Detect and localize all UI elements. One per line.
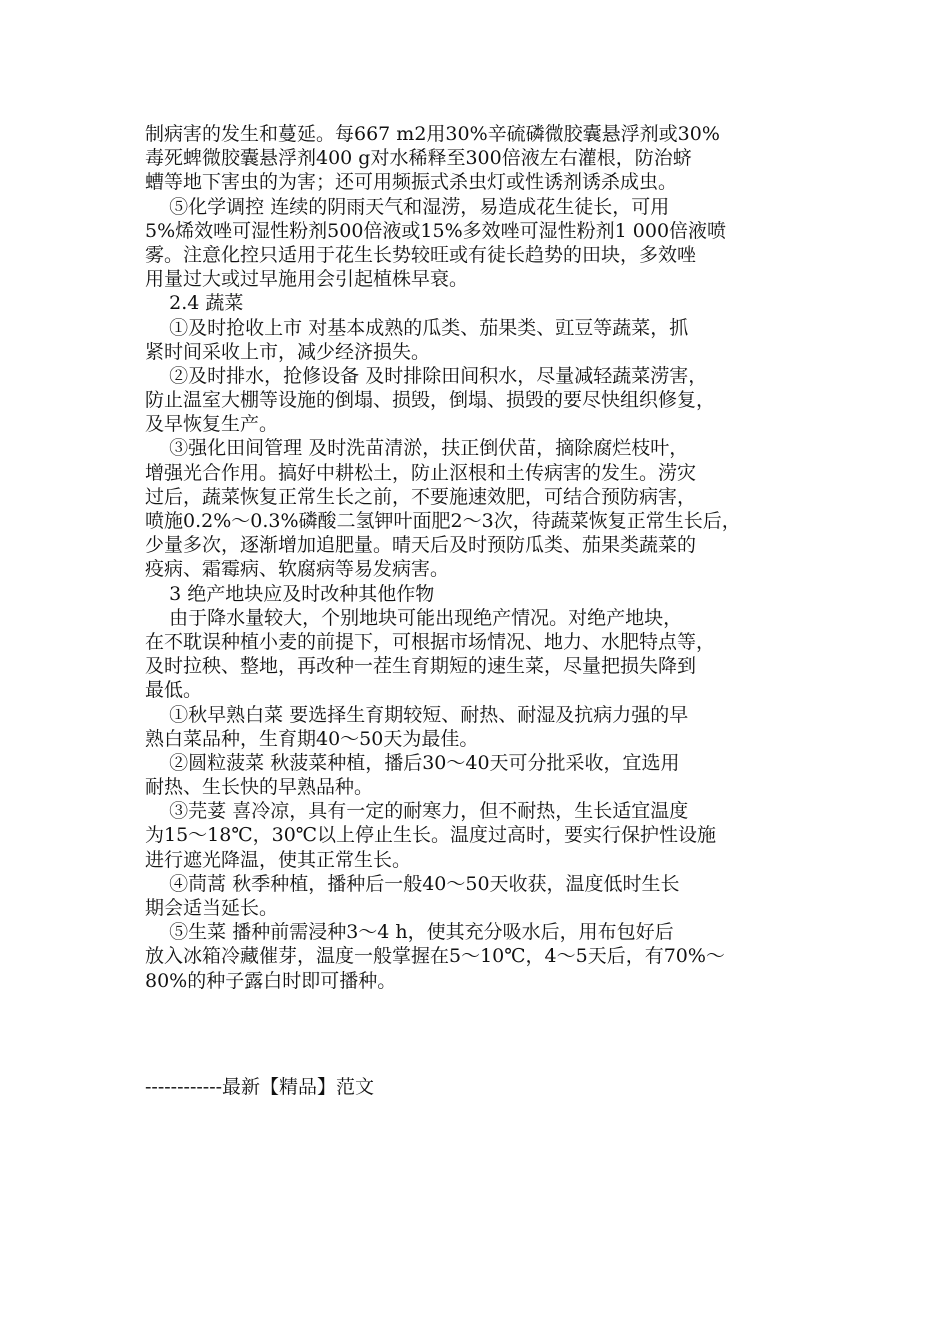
- text-line: ②及时排水，抢修设备 及时排除田间积水，尽量减轻蔬菜涝害，: [145, 364, 708, 387]
- text-line: ③芫荽 喜冷凉，具有一定的耐寒力，但不耐热，生长适宜温度: [145, 800, 689, 823]
- text-line: 进行遮光降温，使其正常生长。: [145, 848, 412, 871]
- text-line: 80%的种子露白时即可播种。: [145, 969, 397, 992]
- text-line: 熟白菜品种，生育期40～50天为最佳。: [145, 727, 479, 750]
- text-line: 期会适当延长。: [145, 897, 279, 919]
- text-line: 2.4 蔬菜: [145, 292, 244, 315]
- text-line: ⑤生菜 播种前需浸种3～4 h，使其充分吸水后，用布包好后: [145, 921, 674, 944]
- text-line: 用量过大或过早施用会引起植株早衰。: [145, 268, 469, 291]
- text-line: 增强光合作用。搞好中耕松土，防止沤根和土传病害的发生。涝灾: [145, 461, 697, 484]
- text-line: ①及时抢收上市 对基本成熟的瓜类、茄果类、豇豆等蔬菜，抓: [145, 316, 689, 339]
- text-line: 制病害的发生和蔓延。每667 m2用30%辛硫磷微胶囊悬浮剂或30%: [145, 123, 720, 145]
- text-line: 防止温室大棚等设施的倒塌、损毁，倒塌、损毁的要尽快组织修复，: [145, 389, 716, 412]
- text-line: 毒死蜱微胶囊悬浮剂400 g对水稀释至300倍液左右灌根，防治蛴: [145, 147, 692, 170]
- text-line: ⑤化学调控 连续的阴雨天气和湿涝，易造成花生徒长，可用: [145, 195, 670, 218]
- text-line: ④茼蒿 秋季种植，播种后一般40～50天收获，温度低时生长: [145, 872, 680, 895]
- text-line: 由于降水量较大，个别地块可能出现绝产情况。对绝产地块，: [145, 606, 683, 629]
- text-line: 放入冰箱冷藏催芽，温度一般掌握在5～10℃，4～5天后，有70%～: [145, 945, 725, 968]
- text-line: 疫病、霜霉病、软腐病等易发病害。: [145, 558, 450, 581]
- text-line: 雾。注意化控只适用于花生长势较旺或有徒长趋势的田块，多效唑: [145, 243, 697, 266]
- text-line: ①秋早熟白菜 要选择生育期较短、耐热、耐湿及抗病力强的早: [145, 703, 689, 726]
- text-line: 过后，蔬菜恢复正常生长之前，不要施速效肥，可结合预防病害，: [145, 485, 697, 508]
- text-line: ②圆粒菠菜 秋菠菜种植，播后30～40天可分批采收，宜选用: [145, 751, 680, 774]
- text-line: 及早恢复生产。: [145, 413, 279, 436]
- text-line: 在不耽误种植小麦的前提下，可根据市场情况、地力、水肥特点等，: [145, 630, 716, 653]
- text-line: 紧时间采收上市，减少经济损失。: [145, 340, 431, 363]
- text-line: 为15～18℃，30℃以上停止生长。温度过高时，要实行保护性设施: [145, 824, 717, 847]
- text-line: 3 绝产地块应及时改种其他作物: [145, 582, 435, 605]
- text-line: 耐热、生长快的早熟品种。: [145, 776, 374, 799]
- body-text: [145, 122, 815, 993]
- text-line: 喷施0.2%～0.3%磷酸二氢钾叶面肥2～3次，待蔬菜恢复正常生长后，: [145, 510, 741, 532]
- footer-text: ------------最新【精品】范文: [145, 1076, 375, 1098]
- text-line: ③强化田间管理 及时洗苗清淤，扶正倒伏苗，摘除腐烂枝叶，: [145, 437, 689, 460]
- text-line: 及时拉秧、整地，再改种一茬生育期短的速生菜，尽量把损失降到: [145, 655, 697, 678]
- text-line: 少量多次，逐渐增加追肥量。晴天后及时预防瓜类、茄果类蔬菜的: [145, 534, 697, 557]
- text-line: 螬等地下害虫的为害；还可用频振式杀虫灯或性诱剂诱杀成虫。: [145, 171, 678, 194]
- text-line: 最低。: [145, 679, 203, 702]
- text-line: 5%烯效唑可湿性粉剂500倍液或15%多效唑可湿性粉剂1 000倍液喷: [145, 219, 727, 242]
